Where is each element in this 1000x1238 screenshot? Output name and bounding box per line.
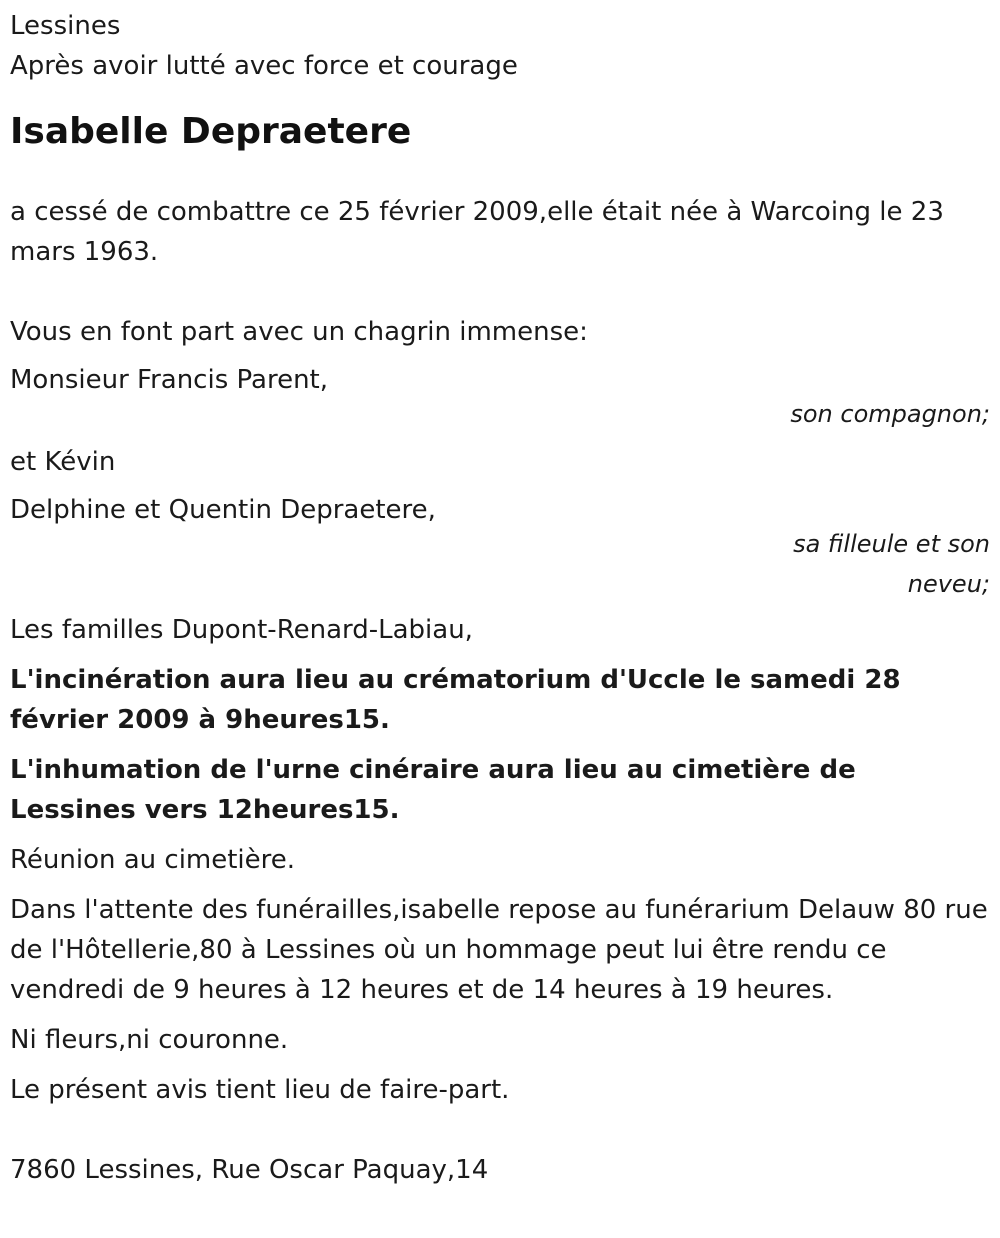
deceased-name: Isabelle Depraetere [10,111,412,152]
viewing-notice: Dans l'attente des funérailles,isabelle repose au funérarium Delauw 80 rue de l'Hôtellerie,80 à Lessines où un hommage peut lui être rendu ce vendredi de 9 heures à 12 heures et de 14 heures à 19 heures. [10,895,988,1005]
family-member-name: Monsieur Francis Parent, [10,365,329,395]
family-member-name: Delphine et Quentin Depraetere, [10,495,436,525]
address: 7860 Lessines, Rue Oscar Paquay,14 [10,1155,489,1185]
family-member-relation: sa filleule et son [793,530,990,558]
family-member-name: Les familles Dupont-Renard-Labiau, [10,615,473,645]
meeting-notice: Réunion au cimetière. [10,845,296,875]
flowers-notice: Ni fleurs,ni couronne. [10,1025,289,1055]
faire-part-notice: Le présent avis tient lieu de faire-part. [10,1075,510,1105]
family-intro: Vous en font part avec un chagrin immense: [10,317,588,347]
family-member-relation: son compagnon; [790,400,990,428]
inhumation-notice: L'inhumation de l'urne cinéraire aura lieu au cimetière de Lessines vers 12heures15. [10,755,856,825]
city-heading: Lessines [10,11,121,41]
incineration-notice: L'incinération aura lieu au crématorium d'Uccle le samedi 28 février 2009 à 9heures15. [10,665,901,735]
tagline: Après avoir lutté avec force et courage [10,51,518,81]
family-member-name: et Kévin [10,447,116,477]
family-member-relation: neveu; [907,570,990,598]
announcement-text: a cessé de combattre ce 25 février 2009,elle était née à Warcoing le 23 mars 1963. [10,197,944,267]
